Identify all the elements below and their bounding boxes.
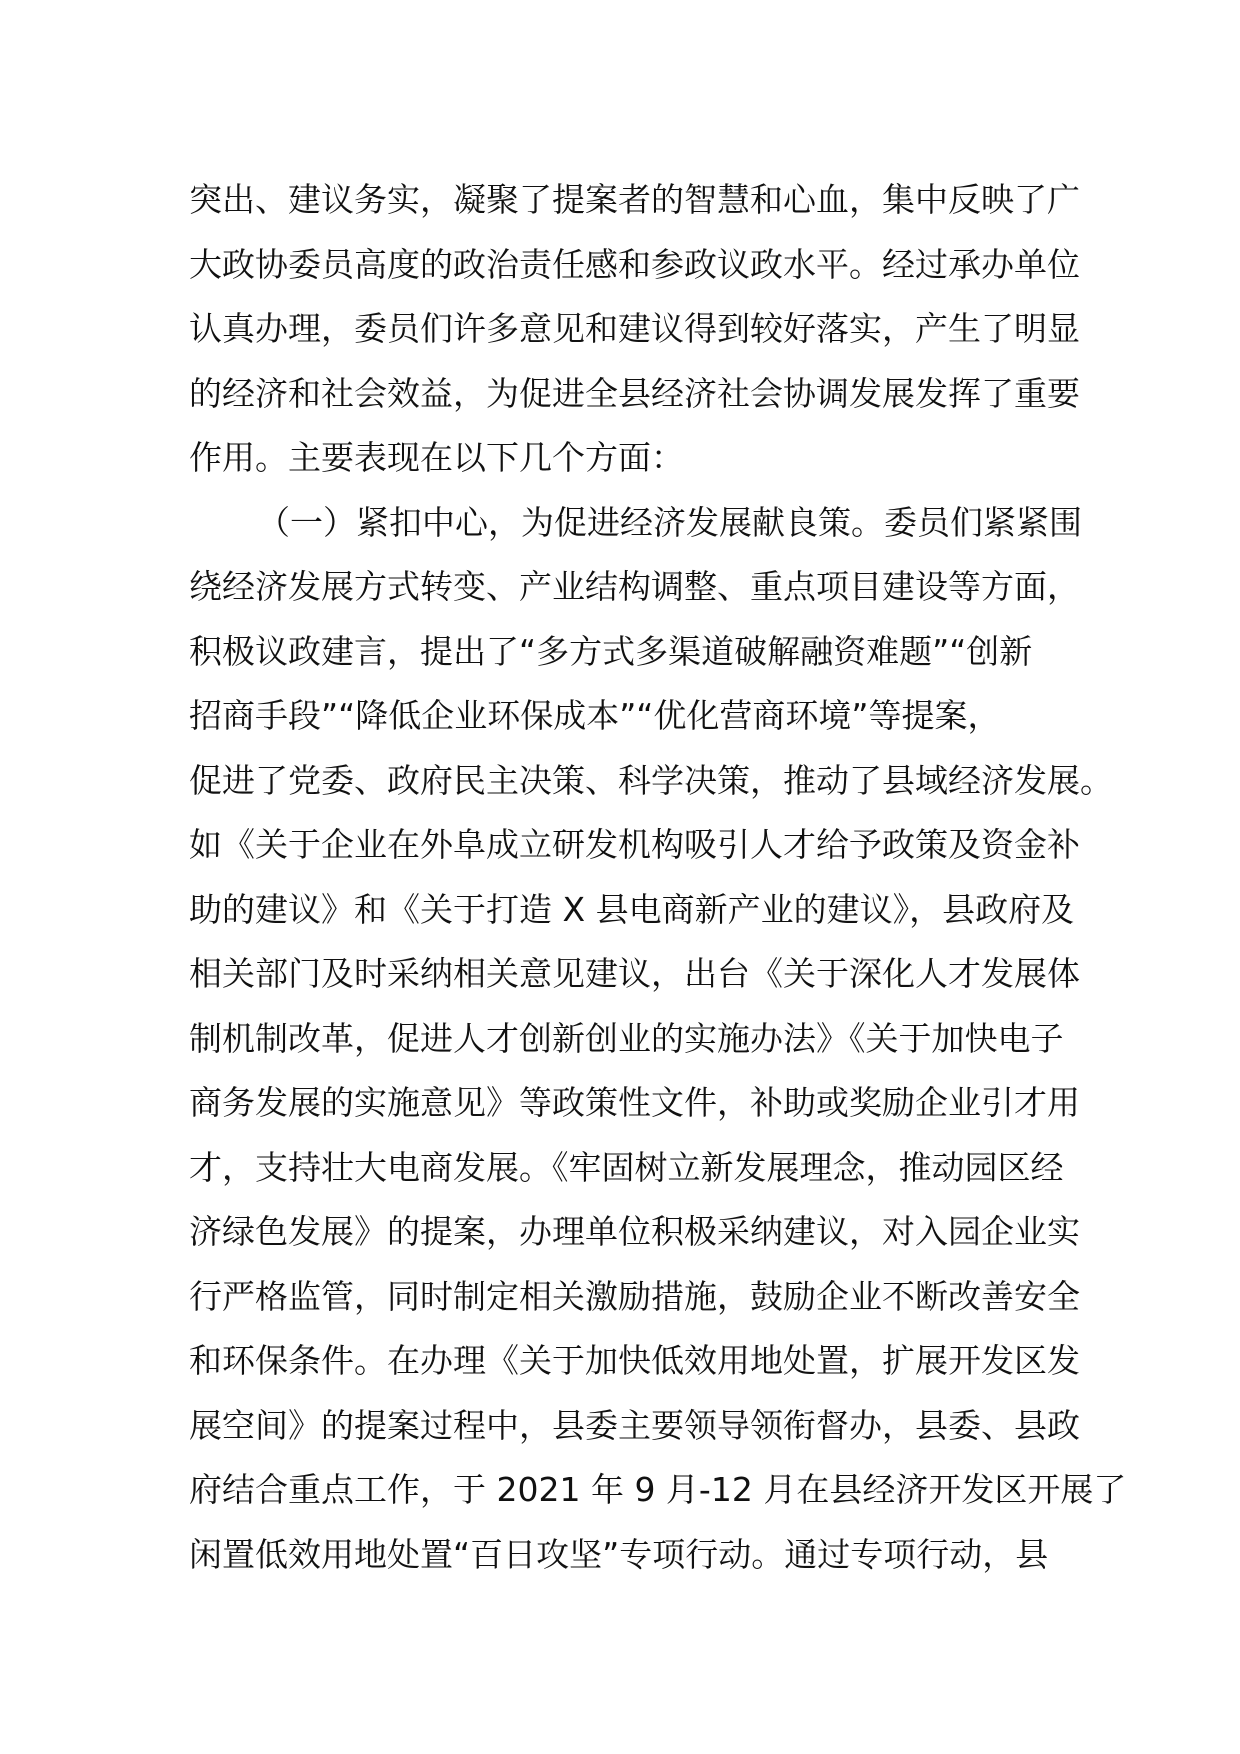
text-line: 如《关于企业在外阜成立研发机构吸引人才给予政策及资金补: [189, 825, 1080, 864]
text-line: 商务发展的实施意见》等政策性文件，补助或奖励企业引才用: [189, 1083, 1080, 1122]
text-line: 闲置低效用地处置“百日攻坚”专项行动。通过专项行动，县: [189, 1534, 1049, 1574]
text-line: 制机制改革，促进人才创新创业的实施办法》《关于加快电子: [189, 1018, 1064, 1058]
text-line: 府结合重点工作，于 2021 年 9 月-12 月在县经济开发区开展了: [189, 1470, 1127, 1509]
text-line: 助的建议》和《关于打造 X 县电商新产业的建议》，县政府及: [189, 889, 1075, 929]
text-line: 积极议政建言，提出了“多方式多渠道破解融资难题”“创新: [189, 631, 1033, 671]
text-line: 行严格监管，同时制定相关激励措施，鼓励企业不断改善安全: [189, 1276, 1080, 1316]
text-line: 大政协委员高度的政治责任感和参政议政水平。经过承办单位: [189, 244, 1080, 284]
text-line: 招商手段”“降低企业环保成本”“优化营商环境”等提案，: [189, 696, 1001, 735]
text-line: 相关部门及时采纳相关意见建议，出台《关于深化人才发展体: [189, 954, 1080, 993]
text-line: 促进了党委、政府民主决策、科学决策，推动了县域经济发展。: [189, 760, 1113, 800]
text-line: 作用。主要表现在以下几个方面：: [189, 438, 684, 477]
text-line: 济绿色发展》的提案，办理单位积极采纳建议，对入园企业实: [189, 1212, 1080, 1251]
text-line: 和环保条件。在办理《关于加快低效用地处置，扩展开发区发: [189, 1341, 1080, 1380]
text-line: 才，支持壮大电商发展。《牢固树立新发展理念，推动园区经: [189, 1147, 1064, 1187]
text-line: 的经济和社会效益，为促进全县经济社会协调发展发挥了重要: [189, 373, 1080, 413]
text-line: 认真办理，委员们许多意见和建议得到较好落实，产生了明显: [189, 309, 1080, 348]
text-line: 展空间》的提案过程中，县委主要领导领衔督办，县委、县政: [189, 1405, 1080, 1445]
section-heading-line: （一）紧扣中心，为促进经济发展献良策。委员们紧紧围: [257, 502, 1082, 542]
text-line: 突出、建议务实，凝聚了提案者的智慧和心血，集中反映了广: [189, 180, 1080, 219]
text-line: 绕经济发展方式转变、产业结构调整、重点项目建设等方面，: [189, 567, 1080, 606]
body-text: [189, 168, 1127, 1587]
